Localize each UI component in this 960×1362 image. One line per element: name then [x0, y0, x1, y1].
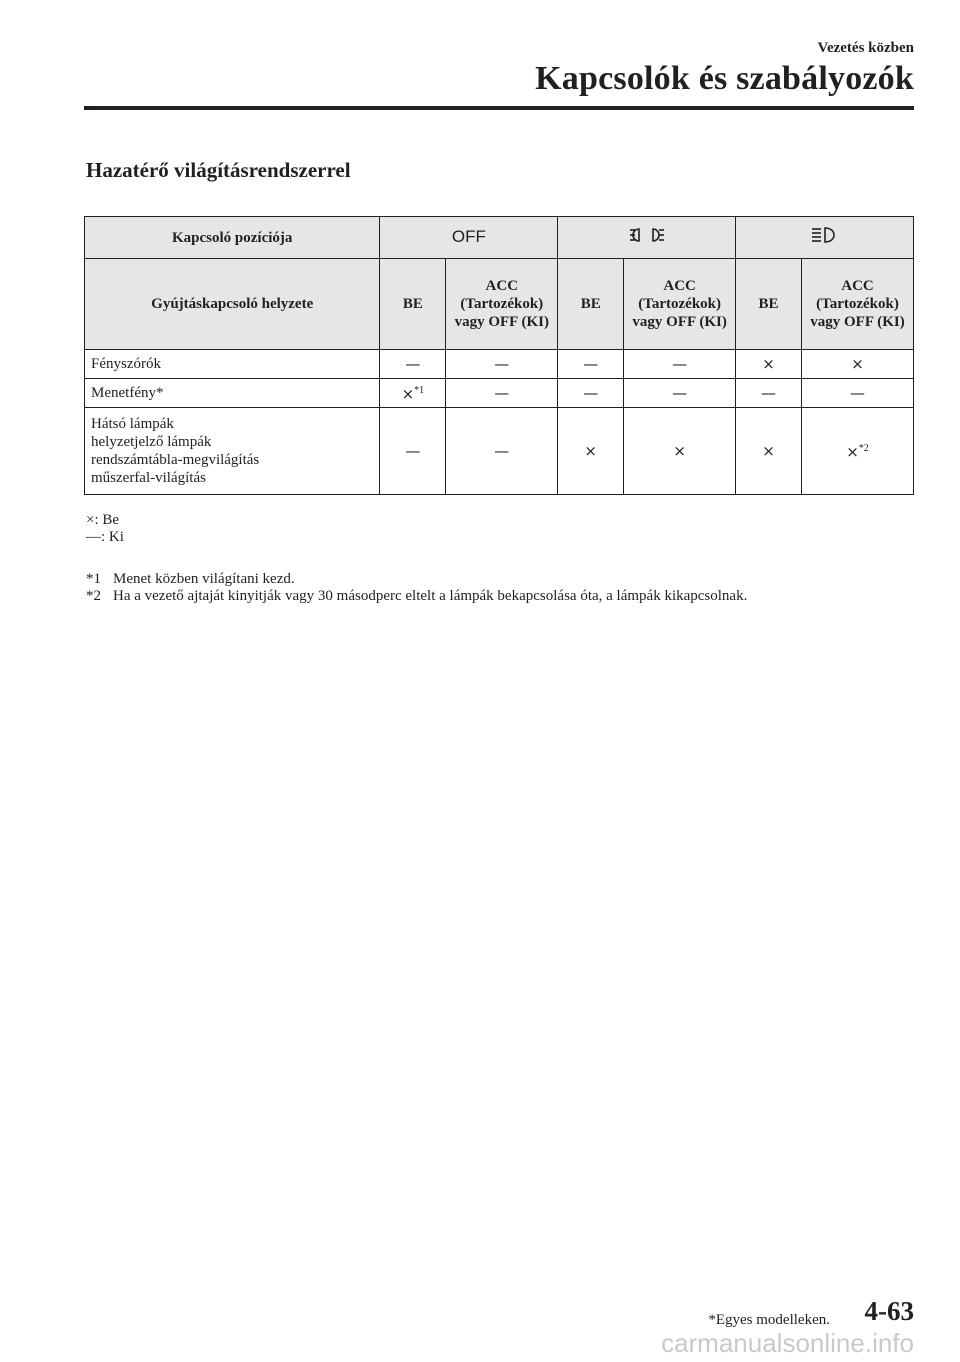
footnote: *1 Menet közben világítani kezd.: [86, 571, 295, 587]
cell: —: [558, 379, 624, 408]
footnote-ref-2: *2: [858, 443, 869, 454]
headlights-icon: [736, 217, 914, 259]
cell: —: [736, 379, 802, 408]
legend-on: ×: Be: [86, 512, 120, 528]
row-label: Fényszórók: [85, 350, 380, 379]
page-number: 4-63: [864, 1296, 914, 1326]
cell: —: [624, 379, 736, 408]
cell: ×: [736, 408, 802, 495]
legend: [86, 512, 124, 546]
ignition-state: BE: [380, 259, 446, 350]
switch-off-header: OFF: [380, 217, 558, 259]
parking-lights-icon: [558, 217, 736, 259]
cell: ×: [624, 408, 736, 495]
ignition-state: ACC (Tartozékok) vagy OFF (KI): [624, 259, 736, 350]
cell: ×: [736, 350, 802, 379]
ignition-row: [85, 259, 914, 350]
lighting-table: [84, 216, 914, 495]
row-label: Menetfény*: [85, 379, 380, 408]
ignition-label: Gyújtáskapcsoló helyzete: [85, 259, 380, 350]
table-row-headlights: [85, 350, 914, 379]
switch-position-label: Kapcsoló pozíciója: [85, 217, 380, 259]
ignition-state: ACC (Tartozékok) vagy OFF (KI): [446, 259, 558, 350]
cell: —: [446, 408, 558, 495]
cell: —: [446, 350, 558, 379]
cell: ×$^{*2}$: [801, 408, 913, 495]
footnotes: [86, 571, 747, 605]
cell: ×: [558, 408, 624, 495]
cell: —: [624, 350, 736, 379]
cell: —: [380, 350, 446, 379]
cell: —: [558, 350, 624, 379]
cell: —: [801, 379, 913, 408]
table-row-rear-lamps: [85, 408, 914, 495]
cell: —: [446, 379, 558, 408]
ignition-state: ACC (Tartozékok) vagy OFF (KI): [801, 259, 913, 350]
header-rule: [84, 106, 914, 110]
subsection-title: Hazatérő világításrendszerrel: [86, 158, 351, 182]
section-title: Vezetés közben: [817, 40, 914, 56]
footnote-ref-1: *1: [414, 385, 425, 396]
footnote: *2 Ha a vezető ajtaját kinyitják vagy 30 másodperc eltelt a lámpák bekapcsolása óta, a lámpák kikapcsolnak.: [86, 588, 748, 604]
ignition-state: BE: [558, 259, 624, 350]
legend-off: —: Ki: [86, 529, 124, 545]
watermark: carmanualsonline.info: [661, 1328, 914, 1358]
chapter-title: Kapcsolók és szabályozók: [535, 60, 914, 97]
cell: ×$^{*1}$: [380, 379, 446, 408]
model-note: *Egyes modelleken.: [708, 1312, 830, 1328]
cell: ×: [801, 350, 913, 379]
table-row-drl: [85, 379, 914, 408]
switch-position-row: [85, 217, 914, 259]
ignition-state: BE: [736, 259, 802, 350]
row-label: Hátsó lámpák helyzetjelző lámpák rendszámtábla-megvilágítás műszerfal-világítás: [85, 408, 380, 495]
cell: —: [380, 408, 446, 495]
